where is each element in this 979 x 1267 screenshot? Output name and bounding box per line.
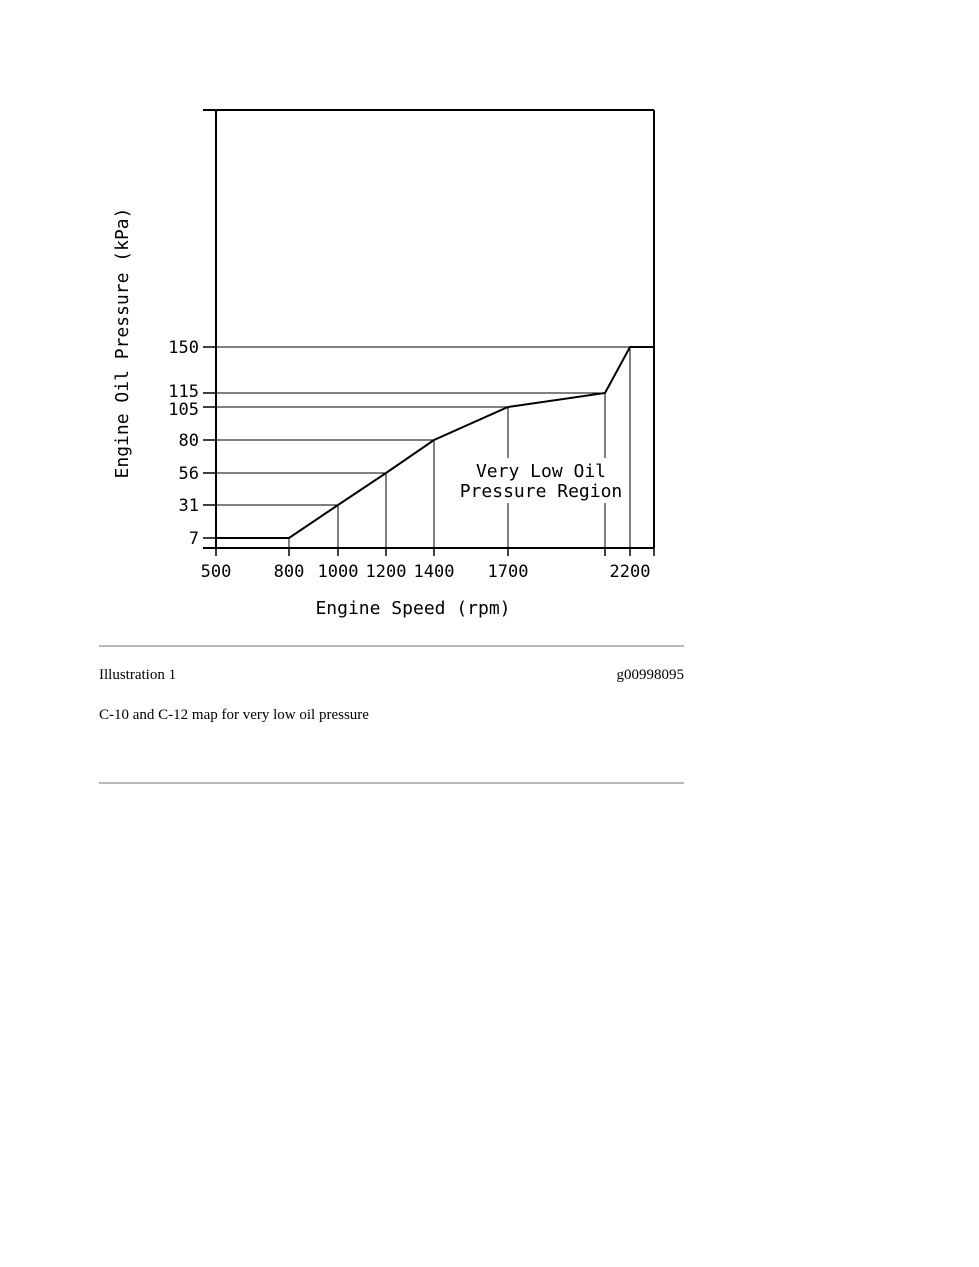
y-tick-label-105: 105 (168, 400, 199, 420)
figure-description: C-10 and C-12 map for very low oil pressure (99, 707, 369, 723)
pressure-line (216, 347, 654, 538)
x-tick-label-800: 800 (273, 562, 305, 582)
y-tick-labels (168, 338, 199, 549)
y-tick-label-56: 56 (178, 464, 199, 484)
x-tick-label-500: 500 (200, 562, 232, 582)
x-axis-label: Engine Speed (rpm) (315, 598, 511, 619)
x-tick-label-1200: 1200 (365, 562, 407, 582)
y-axis-label: Engine Oil Pressure (kPa) (112, 207, 133, 479)
y-tick-label-7: 7 (188, 529, 199, 549)
region-label-line-1: Very Low Oil (475, 461, 607, 482)
region-label-line-2: Pressure Region (459, 481, 623, 502)
chart-tick-marks (203, 347, 654, 556)
figure-id: g00998095 (616, 667, 684, 683)
bottom-divider (99, 782, 684, 784)
y-tick-label-31: 31 (178, 496, 199, 516)
x-tick-labels (201, 562, 651, 582)
chart-guide-lines (216, 347, 654, 548)
x-tick-label-2200: 2200 (609, 562, 651, 582)
x-tick-label-1400: 1400 (413, 562, 455, 582)
y-tick-label-115: 115 (168, 382, 199, 402)
y-tick-label-150: 150 (168, 338, 199, 358)
pressure-curve (216, 347, 654, 538)
x-tick-label-1000: 1000 (317, 562, 359, 582)
y-tick-label-80: 80 (178, 431, 199, 451)
top-divider (99, 645, 684, 647)
x-tick-label-1700: 1700 (487, 562, 529, 582)
illustration-number: Illustration 1 (99, 667, 177, 683)
